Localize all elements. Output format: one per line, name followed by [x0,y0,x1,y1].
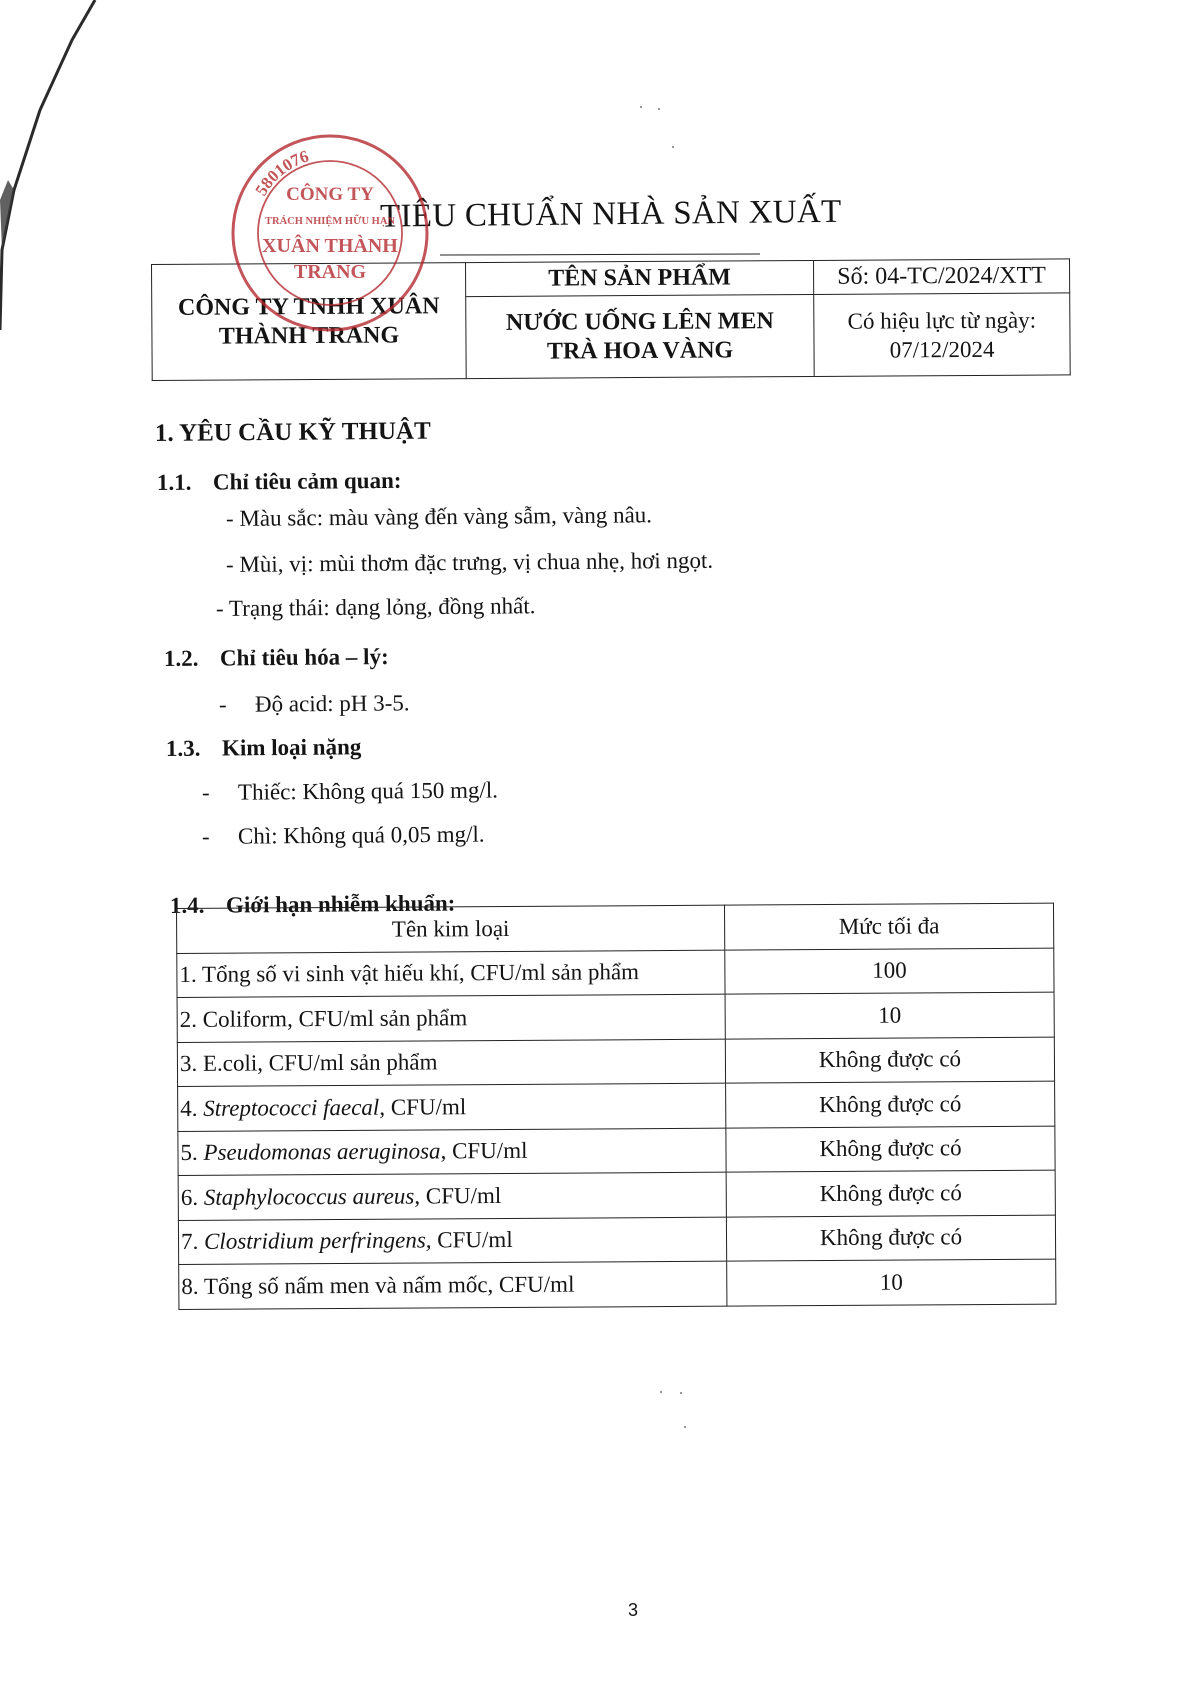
list-item [202,822,485,850]
indicator-name-cell [178,1217,726,1265]
indicator-unit: , CFU/ml [414,1182,502,1209]
indicator-name: E.coli [202,1050,258,1077]
scan-speck [684,1426,686,1428]
list-item: - Màu sắc: màu vàng đến vàng sẫm, vàng nâu. [225,502,653,531]
effective-label: Có hiệu lực từ ngày: [847,307,1037,334]
scan-speck [680,1392,682,1394]
title-underline [440,253,760,255]
section-1-number: 1. [154,419,174,447]
row-number: 1. [179,962,197,988]
row-number: 4. [180,1095,198,1121]
indicator-unit: , CFU/ml [379,1093,467,1120]
indicator-name: Tổng số vi sinh vật hiếu khí [201,960,459,988]
indicator-name: Tổng số nấm men và nấm mốc [203,1271,488,1299]
product-name-line1: NƯỚC UỐNG LÊN MEN [505,307,774,336]
indicator-unit: , CFU/ml [487,1271,575,1297]
indicator-unit: , CFU/ml [440,1138,528,1164]
row-number: 7. [180,1229,199,1255]
indicator-name-cell [178,1128,726,1176]
effective-date: 07/12/2024 [889,336,995,362]
product-label-cell [465,260,813,296]
section-1-1-title: Chỉ tiêu cảm quan: [212,467,402,495]
max-limit-cell: 10 [725,992,1054,1039]
indicator-name: Staphylococcus aureus [203,1183,415,1210]
indicator-name: Pseudomonas aeruginosa [203,1138,441,1166]
indicator-name-cell [179,1261,727,1309]
seal-line4: TRANG [293,261,367,283]
indicator-name-cell [178,1172,726,1220]
section-1-2-number: 1.2. [163,645,199,671]
scan-speck [672,146,674,148]
seal-line1: CÔNG TY [286,184,374,205]
indicator-name-cell [177,1039,725,1087]
table-row [178,1081,1055,1131]
indicator-name: Clostridium perfringens, [203,1227,432,1255]
section-1-title: YÊU CẦU KỸ THUẬT [178,417,431,447]
table-row [179,1259,1056,1309]
table-body [177,948,1056,1309]
row-number: 2. [179,1006,198,1032]
table-row [178,1170,1055,1220]
section-1-4-number: 1.4. [169,892,205,918]
section-1-3-number: 1.3. [165,735,201,761]
company-name: CÔNG TY TNHH XUÂN THÀNH TRANG [177,292,440,350]
list-item-text: Độ acid: pH 3-5. [254,690,410,717]
list-item-text: Chì: Không quá 0,05 mg/l. [237,821,485,849]
product-label: TÊN SẢN PHẨM [548,264,732,292]
indicator-unit: , CFU/ml sản phẩm [286,1004,468,1032]
table-row [178,1215,1055,1265]
row-number: 6. [180,1184,199,1210]
max-limit-cell: Không được có [725,1037,1054,1084]
column-header: Tên kim loại [177,905,725,953]
scan-edge-shadow [0,0,110,330]
table-row [178,1126,1055,1176]
seal-tax-code: 5801076 [251,146,312,199]
list-item [219,690,410,718]
scan-speck [660,1391,662,1393]
seal-line3: XUÂN THÀNH [262,235,398,257]
seal-line2: TRÁCH NHIỆM HỮU HẠN [265,216,395,227]
scan-speck [658,108,660,110]
section-1-2-title: Chỉ tiêu hóa – lý: [219,644,389,671]
doc-number-cell [813,259,1069,295]
max-limit-cell: 10 [727,1259,1056,1306]
indicator-unit: CFU/ml [431,1227,513,1253]
indicator-name-cell [177,950,725,998]
bullet-dash: - [218,691,227,717]
list-item [202,777,498,806]
microbial-limits-table [176,903,1056,1310]
row-number: 3. [179,1051,198,1077]
indicator-name: Streptococci faecal [203,1094,380,1121]
indicator-name: Coliform [202,1006,288,1032]
max-limit-cell: Không được có [726,1081,1055,1128]
section-1-1-number: 1.1. [156,469,192,495]
product-name-cell [466,294,814,378]
section-1-1-heading [157,468,402,496]
list-item-text: Thiếc: Không quá 150 mg/l. [237,777,499,805]
section-1-2-heading [164,644,389,672]
row-number: 5. [180,1140,198,1166]
indicator-name-cell [178,1083,726,1131]
company-seal [225,128,435,338]
doc-number: Số: 04-TC/2024/XTT [837,262,1046,290]
indicator-unit: , CFU/ml sản phẩm [257,1049,438,1076]
list-item: - Mùi, vị: mùi thơm đặc trưng, vị chua nhẹ, hơi ngọt. [225,547,714,577]
section-1-3-heading [166,734,362,762]
page-number: 3 [628,1600,639,1620]
scan-speck [640,106,642,108]
column-header: Mức tối đa [724,903,1053,950]
table-row [177,1037,1054,1087]
table-row [177,992,1054,1042]
indicator-unit: , CFU/ml sản phẩm [458,959,640,986]
list-item: - Trạng thái: dạng lỏng, đồng nhất. [215,593,536,621]
effective-date-cell [814,293,1070,377]
document-title: TIÊU CHUẨN NHÀ SẢN XUẤT [379,193,842,235]
table-row [177,948,1054,998]
indicator-name-cell [177,994,725,1042]
row-number: 8. [181,1273,199,1299]
max-limit-cell: Không được có [726,1126,1055,1173]
max-limit-cell: 100 [725,948,1054,995]
bullet-dash: - [201,823,210,849]
section-1-4-title: Giới hạn nhiễm khuẩn: [225,890,456,918]
section-1-heading [155,418,431,448]
table-header-row [177,903,1054,953]
section-1-3-title: Kim loại nặng [221,734,362,761]
bullet-dash: - [201,779,210,805]
max-limit-cell: Không được có [726,1215,1055,1262]
max-limit-cell: Không được có [726,1170,1055,1217]
product-name-line2: TRÀ HOA VÀNG [546,336,734,365]
